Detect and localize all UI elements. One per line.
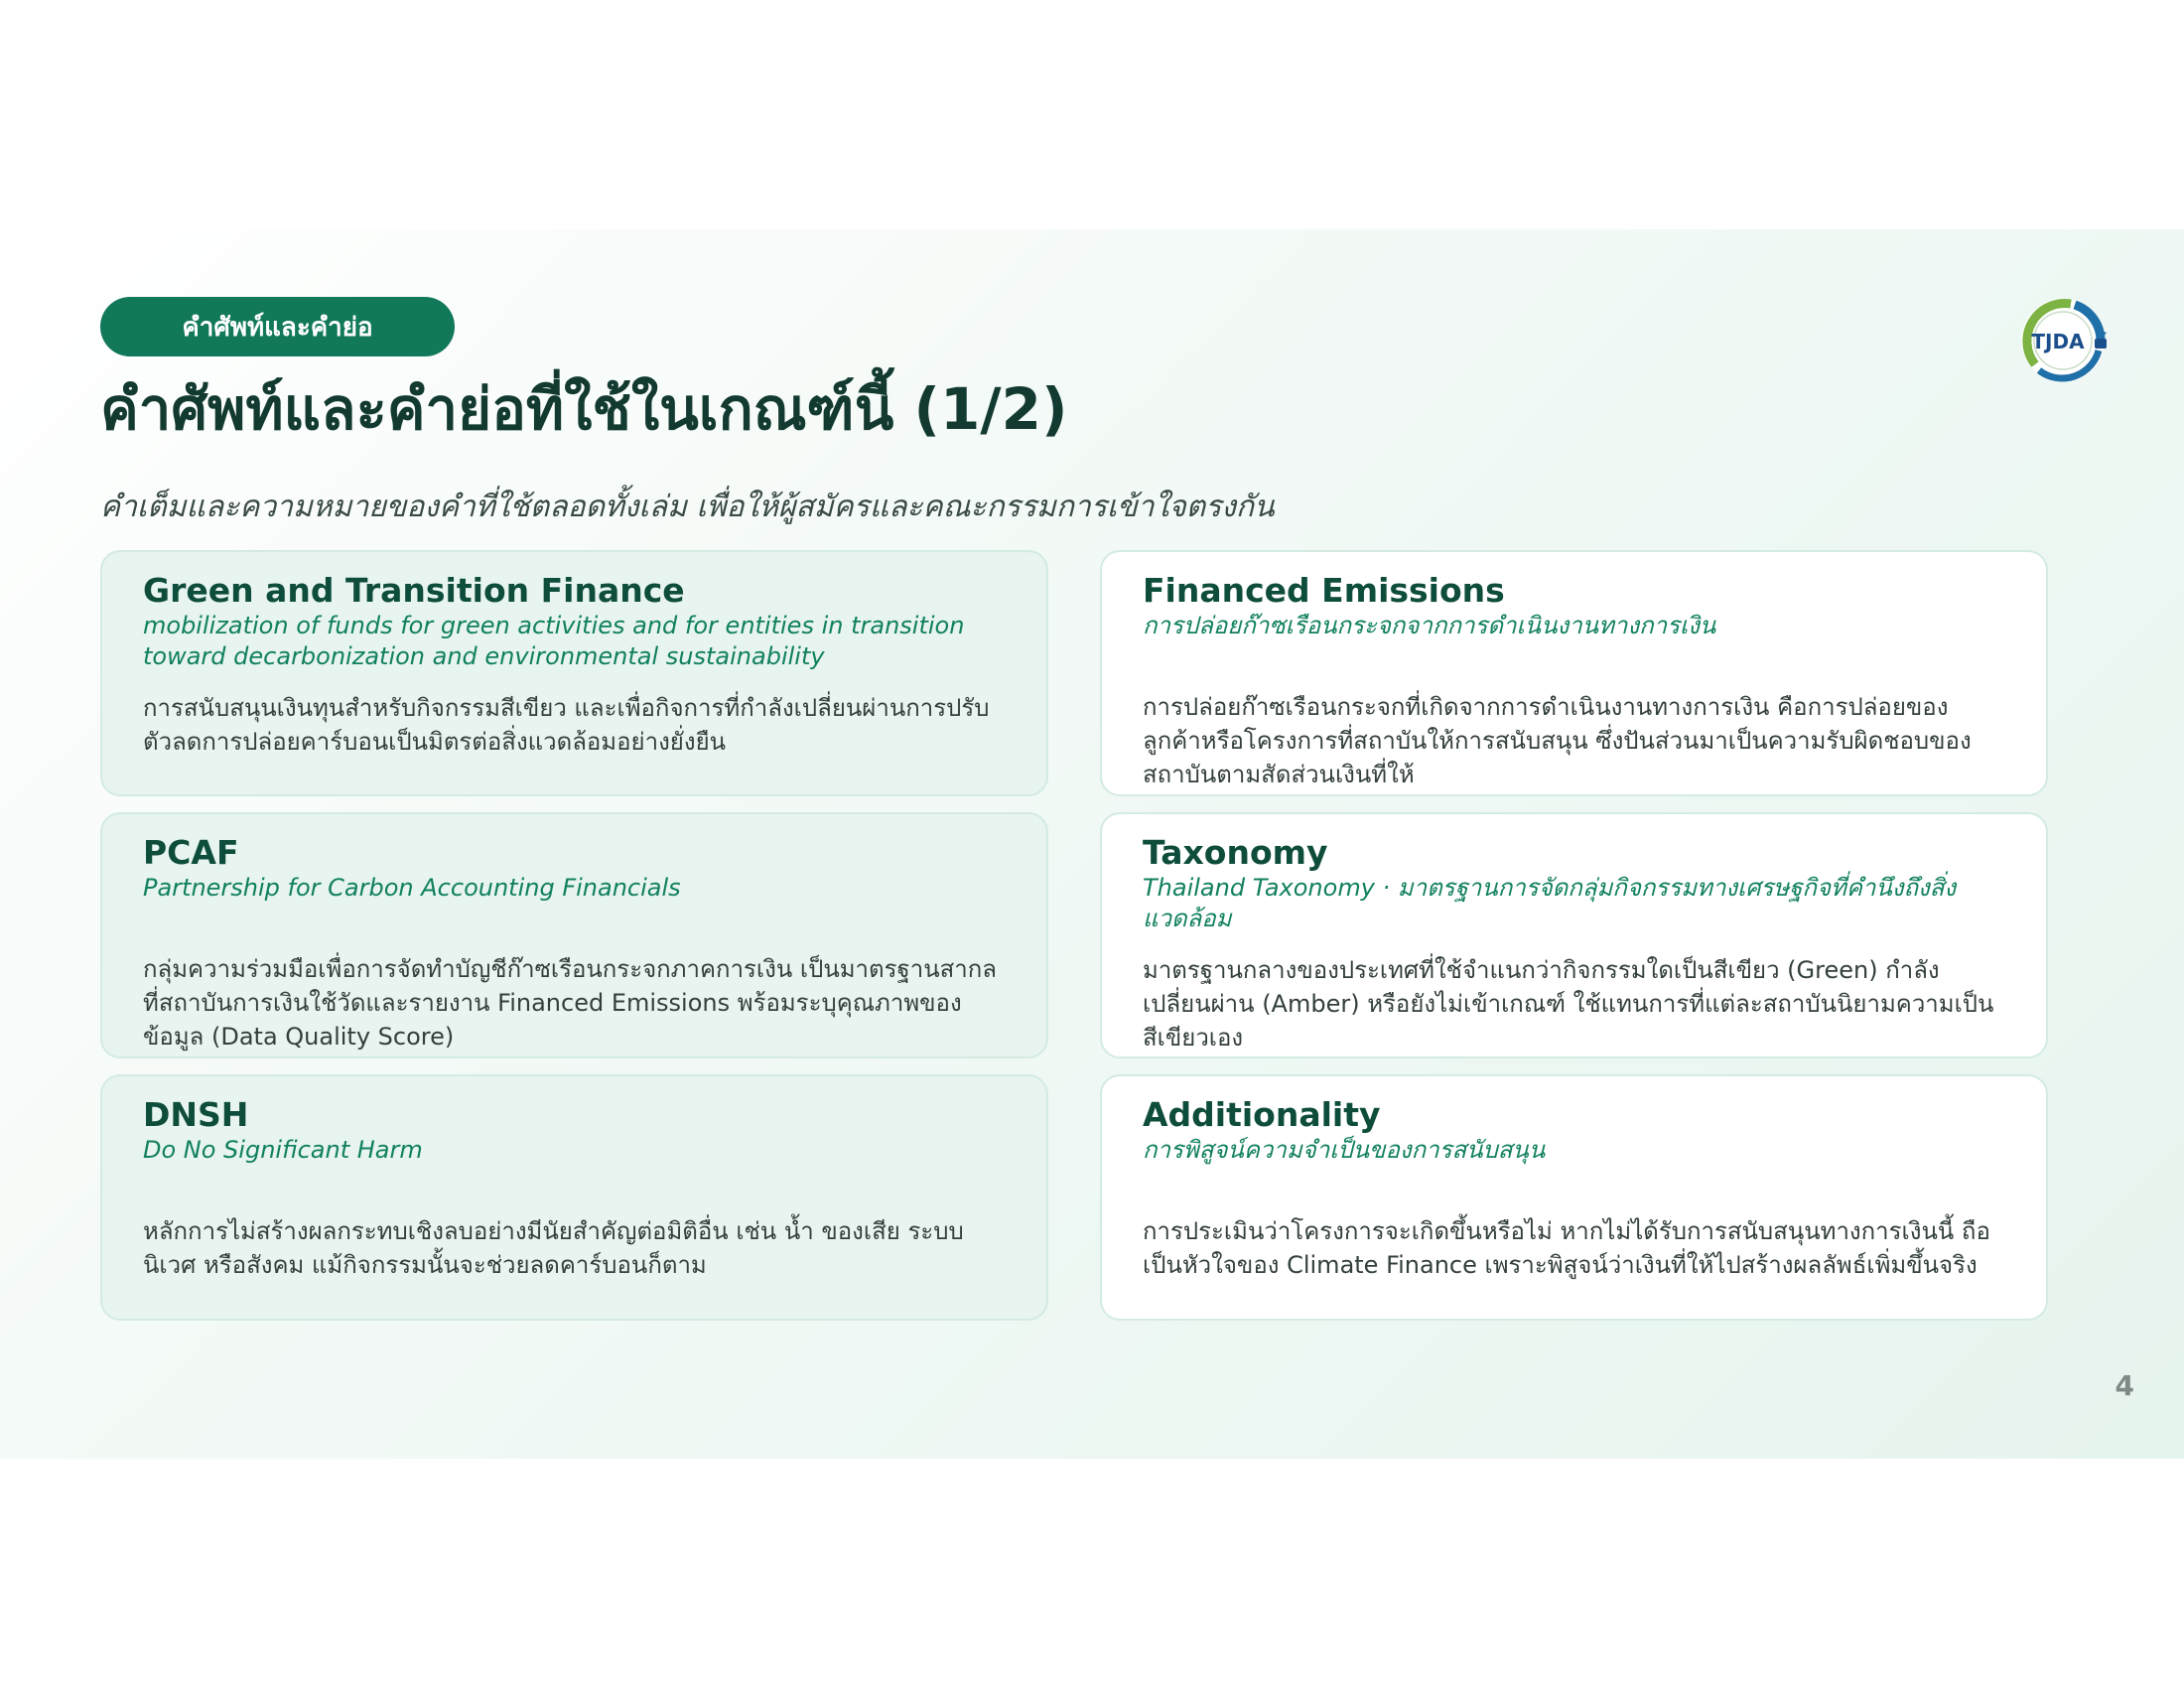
term-name: Taxonomy xyxy=(1143,833,1328,872)
page-number: 4 xyxy=(2115,1369,2134,1402)
term-description: มาตรฐานกลางของประเทศที่ใช้จำแนกว่ากิจกรรมใดเป็นสีเขียว (Green) กำลังเปลี่ยนผ่าน (Amber) หรือยังไม่เข้าเกณฑ์ ใช้แทนการที่แต่ละสถาบันนิยามความเป็นสีเขียวเอง xyxy=(1143,955,1994,1052)
term-description: หลักการไม่สร้างผลกระทบเชิงลบอย่างมีนัยสำคัญต่อมิติอื่น เช่น น้ำ ของเสีย ระบบนิเวศ หรือสังคม แม้กิจกรรมนั้นจะช่วยลดคาร์บอนก็ตาม xyxy=(143,1217,964,1280)
term-description: การปล่อยก๊าซเรือนกระจกที่เกิดจากการดำเนินงานทางการเงิน คือการปล่อยของลูกค้าหรือโครงการที่สถาบันให้การสนับสนุน ซึ่งปันส่วนมาเป็นความรับผิดชอบของสถาบันตามสัดส่วนเงินที่ให้ xyxy=(1143,693,1972,789)
term-description: การสนับสนุนเงินทุนสำหรับกิจกรรมสีเขียว และเพื่อกิจการที่กำลังเปลี่ยนผ่านการปรับตัวลดการปล่อยคาร์บอนเป็นมิตรต่อสิ่งแวดล้อมอย่างยั่งยืน xyxy=(143,693,990,756)
term-gloss: mobilization of funds for green activities and for entities in transition toward decarbonization and environmental sustainability xyxy=(143,612,965,671)
logo-text: TJDA xyxy=(2031,330,2085,353)
tjda-award-logo xyxy=(2015,293,2111,388)
term-name: PCAF xyxy=(143,833,239,872)
term-name: Additionality xyxy=(1143,1095,1381,1134)
section-pill: คำศัพท์และคำย่อ xyxy=(100,297,455,356)
term-name: DNSH xyxy=(143,1095,249,1134)
term-gloss: การพิสูจน์ความจำเป็นของการสนับสนุน xyxy=(1143,1136,1546,1165)
page-subtitle: คำเต็มและความหมายของคำที่ใช้ตลอดทั้งเล่ม เพื่อให้ผู้สมัครและคณะกรรมการเข้าใจตรงกัน xyxy=(100,490,1275,524)
term-name: Green and Transition Finance xyxy=(143,571,685,610)
term-description: กลุ่มความร่วมมือเพื่อการจัดทำบัญชีก๊าซเรือนกระจกภาคการเงิน เป็นมาตรฐานสากลที่สถาบันการเงินใช้วัดและรายงาน Financed Emissions พร้อมระบุคุณภาพของข้อมูล (Data Quality Score) xyxy=(143,955,997,1052)
term-card xyxy=(100,812,1048,1058)
term-card xyxy=(100,550,1048,796)
term-name: Financed Emissions xyxy=(1143,571,1505,610)
term-gloss: Partnership for Carbon Accounting Financials xyxy=(143,874,681,903)
term-card xyxy=(100,1074,1048,1321)
term-gloss: การปล่อยก๊าซเรือนกระจกจากการดำเนินงานทางการเงิน xyxy=(1143,612,1716,640)
slide xyxy=(0,229,2184,1459)
page-title: คำศัพท์และคำย่อที่ใช้ในเกณฑ์นี้ (1/2) xyxy=(100,375,1068,443)
term-card xyxy=(1100,1074,2048,1321)
term-description: การประเมินว่าโครงการจะเกิดขึ้นหรือไม่ หากไม่ได้รับการสนับสนุนทางการเงินนี้ ถือเป็นหัวใจของ Climate Finance เพราะพิสูจน์ว่าเงินที่ให้ไปสร้างผลลัพธ์เพิ่มขึ้นจริง xyxy=(1143,1217,1990,1280)
term-gloss: Thailand Taxonomy · มาตรฐานการจัดกลุ่มกิจกรรมทางเศรษฐกิจที่คำนึงถึงสิ่งแวดล้อม xyxy=(1143,874,1957,933)
term-card xyxy=(1100,550,2048,796)
term-gloss: Do No Significant Harm xyxy=(143,1136,423,1165)
term-card xyxy=(1100,812,2048,1058)
